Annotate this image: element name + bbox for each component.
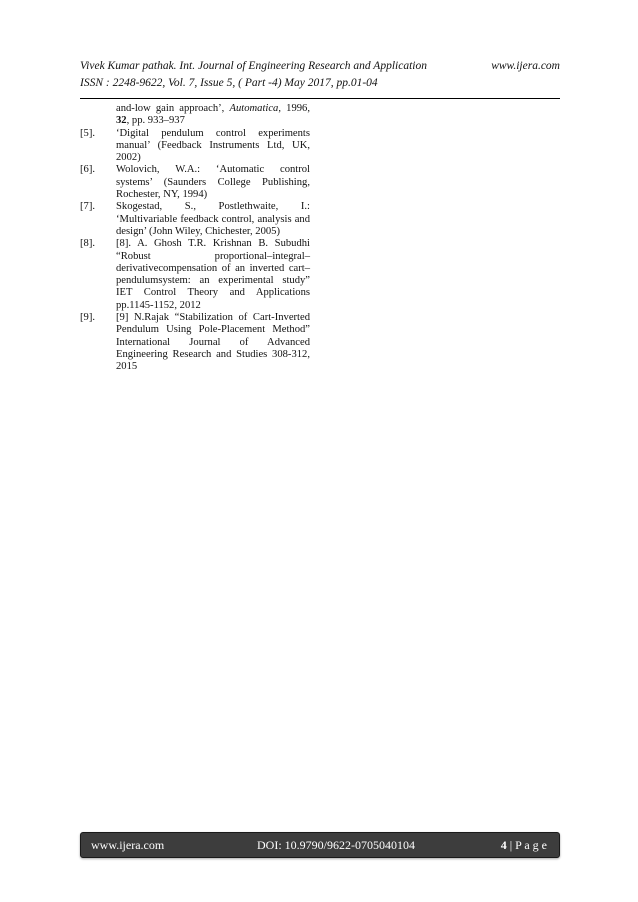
footer-doi: DOI: 10.9790/9622-0705040104 bbox=[257, 838, 415, 852]
header-top-line bbox=[80, 60, 560, 76]
header-journal-citation: Vivek Kumar pathak. Int. Journal of Engineering Research and Application bbox=[80, 60, 427, 72]
reference-item bbox=[80, 128, 310, 165]
page-label: | P a g e bbox=[506, 838, 547, 852]
reference-journal-name: Automatica bbox=[229, 103, 279, 114]
page-number: 4 bbox=[500, 838, 507, 852]
reference-volume: 32 bbox=[116, 115, 127, 127]
page-footer bbox=[80, 832, 560, 858]
reference-number: [6]. bbox=[80, 164, 96, 176]
reference-text-part: , 1996, bbox=[278, 103, 310, 114]
header-issn-line: ISSN : 2248-9622, Vol. 7, Issue 5, ( Part -4) May 2017, pp.01-04 bbox=[80, 77, 378, 89]
page-header bbox=[80, 60, 560, 104]
reference-continued bbox=[80, 103, 310, 128]
reference-item bbox=[80, 164, 310, 201]
footer-website: www.ijera.com bbox=[91, 838, 165, 852]
reference-number: [9]. bbox=[80, 312, 96, 324]
reference-number: [8]. bbox=[80, 238, 96, 250]
reference-number: [7]. bbox=[80, 201, 96, 213]
header-website: www.ijera.com bbox=[491, 60, 560, 72]
header-divider bbox=[80, 98, 560, 99]
reference-text-part: , pp. 933–937 bbox=[126, 115, 185, 127]
reference-text: [9] N.Rajak “Stabilization of Cart-Inverted Pendulum Using Pole-Placement Method” International Journal of Advanced Engineering Research and Studies 308-312, 2015 bbox=[116, 312, 310, 373]
footer-page-indicator bbox=[501, 838, 547, 853]
reference-text: [8]. A. Ghosh T.R. Krishnan B. Subudhi “Robust proportional–integral–derivativecompensation of an inverted cart–pendulumsystem: an experimental study” IET Control Theory and Applications pp.1145-1152, 2012 bbox=[116, 238, 310, 311]
references-list bbox=[80, 103, 310, 374]
reference-text-part: and-low gain approach’, bbox=[116, 103, 230, 114]
reference-item bbox=[80, 238, 310, 312]
reference-text: Skogestad, S., Postlethwaite, I.: ‘Multivariable feedback control, analysis and design’ (John Wiley, Chichester, 2005) bbox=[116, 201, 310, 237]
reference-text: ‘Digital pendulum control experiments manual’ (Feedback Instruments Ltd, UK, 2002) bbox=[116, 127, 310, 164]
reference-text bbox=[116, 103, 310, 126]
reference-number: [5]. bbox=[80, 127, 96, 139]
reference-text: Wolovich, W.A.: ‘Automatic control systems’ (Saunders College Publishing, Rochester, NY, 1994) bbox=[116, 164, 310, 201]
reference-item bbox=[80, 201, 310, 238]
reference-item bbox=[80, 312, 310, 373]
